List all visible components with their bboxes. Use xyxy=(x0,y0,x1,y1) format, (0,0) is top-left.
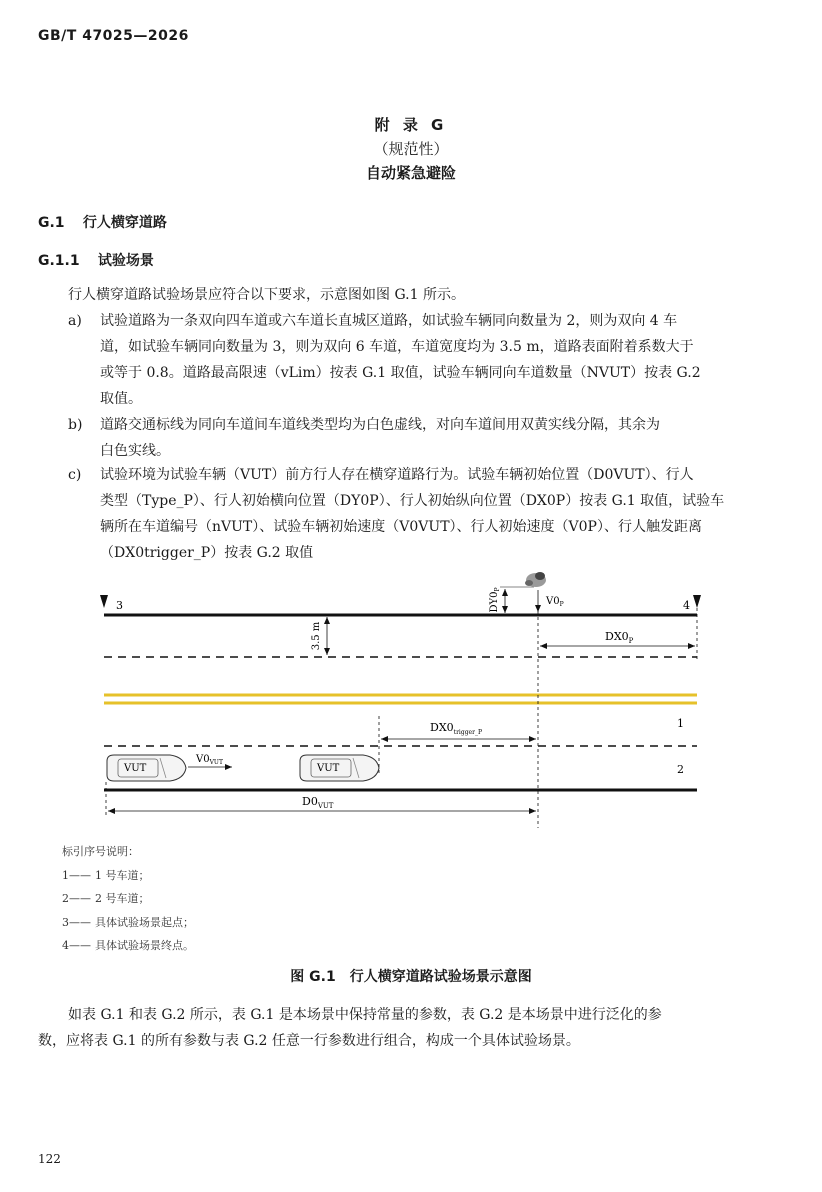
list-item-c xyxy=(68,462,788,566)
list-marker: a) xyxy=(68,313,82,329)
list-marker: b) xyxy=(68,417,83,433)
list-marker: c) xyxy=(68,467,82,483)
text-line: 试验道路为一条双向四车道或六车道长直城区道路，如试验车辆同向数量为 2，则为双向 4 车 xyxy=(100,313,678,329)
section-title: 试验场景 xyxy=(97,253,154,269)
vut-car-initial-label: VUT xyxy=(124,763,147,774)
figure-caption xyxy=(0,966,822,986)
section-heading-g11 xyxy=(38,250,154,270)
dy0-label: $DY0_P$ xyxy=(489,587,501,613)
legend-title: 标引序号说明： xyxy=(62,845,139,858)
text-line: （DX0trigger_P）按表 G.2 取值 xyxy=(100,545,314,561)
vut-car-trigger-label: VUT xyxy=(317,763,340,774)
legend-text: 2 号车道； xyxy=(95,892,150,905)
figure-title: 行人横穿道路试验场景示意图 xyxy=(349,969,532,985)
v0vut-label: $V0_{VUT}$ xyxy=(196,754,223,766)
text-line: 道路交通标线为同向车道间车道线类型均为白色虚线，对向车道间用双黄实线分隔，其余为 xyxy=(100,417,660,433)
legend-num: 1 xyxy=(62,868,69,882)
text-line: 辆所在车道编号（nVUT）、试验车辆初始速度（V0VUT）、行人初始速度（V0P）、行人触发距离 xyxy=(100,519,702,535)
closing-paragraph xyxy=(38,1002,788,1054)
dx0p-label: $DX0_P$ xyxy=(605,630,634,645)
appendix-name: 自动紧急避险 xyxy=(365,164,456,182)
legend-item: 1—— 1 号车道； xyxy=(62,868,150,882)
text-line: 试验环境为试验车辆（VUT）前方行人存在横穿道路行为。试验车辆初始位置（D0VUT）、行人 xyxy=(100,467,694,483)
intro-paragraph: 行人横穿道路试验场景应符合以下要求，示意图如图 G.1 所示。 xyxy=(68,287,465,303)
text-line: 白色实线。 xyxy=(100,443,170,459)
lane-1-label: 1 xyxy=(677,717,684,730)
figure-legend xyxy=(62,840,194,958)
legend-text: 具体试验场景起点； xyxy=(95,915,194,929)
text-line: 道，如试验车辆同向数量为 3，则为双向 6 车道，车道宽度均为 3.5 m，道路表面附着系数大于 xyxy=(100,339,694,355)
list-item-b xyxy=(68,412,788,464)
text-line: 取值。 xyxy=(100,391,142,407)
legend-num: 2 xyxy=(62,892,69,905)
lane-2-label: 2 xyxy=(677,763,684,776)
appendix-title: 附 录 G xyxy=(374,116,448,134)
d0vut-label: $D0_{VUT}$ xyxy=(302,795,334,810)
lane-width-label: 3.5 m xyxy=(311,621,322,651)
pedestrian-icon xyxy=(525,572,546,587)
legend-item: 3—— 具体试验场景起点； xyxy=(62,915,194,929)
text-line: 数，应将表 G.1 的所有参数与表 G.2 任意一行参数进行组合，构成一个具体试验场景。 xyxy=(38,1033,580,1049)
v0p-label: $V0_P$ xyxy=(546,596,564,608)
vut-car-initial xyxy=(107,755,186,781)
legend-text: 1 号车道； xyxy=(95,868,150,882)
standard-code: GB/T 47025—2026 xyxy=(38,28,189,44)
section-heading-g1 xyxy=(38,212,167,232)
page-number: 122 xyxy=(38,1152,61,1166)
section-title: 行人横穿道路 xyxy=(82,215,167,231)
legend-item: 2—— 2 号车道； xyxy=(62,892,150,905)
section-number: G.1.1 xyxy=(38,253,80,269)
legend-num: 3 xyxy=(62,915,69,929)
legend-num: 4 xyxy=(62,939,69,952)
text-line: 或等于 0.8。道路最高限速（vLim）按表 G.1 取值，试验车辆同向车道数量（NVUT）按表 G.2 xyxy=(100,365,701,381)
end-point-label: 4 xyxy=(683,599,690,612)
figure-number: 图 G.1 xyxy=(290,969,336,985)
start-point-label: 3 xyxy=(116,599,123,612)
start-point-marker xyxy=(100,595,108,608)
text-line: 类型（Type_P）、行人初始横向位置（DY0P）、行人初始纵向位置（DX0P）按表 G.1 取值，试验车 xyxy=(100,493,725,509)
legend-text: 具体试验场景终点。 xyxy=(95,939,194,952)
list-item-a xyxy=(68,308,788,412)
dx0-trigger-label: $DX0_{trigger\_P}$ xyxy=(430,721,482,736)
legend-item: 4—— 具体试验场景终点。 xyxy=(62,939,194,952)
section-number: G.1 xyxy=(38,215,65,231)
vut-car-trigger xyxy=(300,755,379,781)
text-line: 如表 G.1 和表 G.2 所示，表 G.1 是本场景中保持常量的参数，表 G.2 是本场景中进行泛化的参 xyxy=(68,1007,662,1023)
appendix-type: （规范性） xyxy=(373,140,449,158)
scenario-diagram xyxy=(0,560,822,835)
end-point-marker xyxy=(693,595,701,608)
